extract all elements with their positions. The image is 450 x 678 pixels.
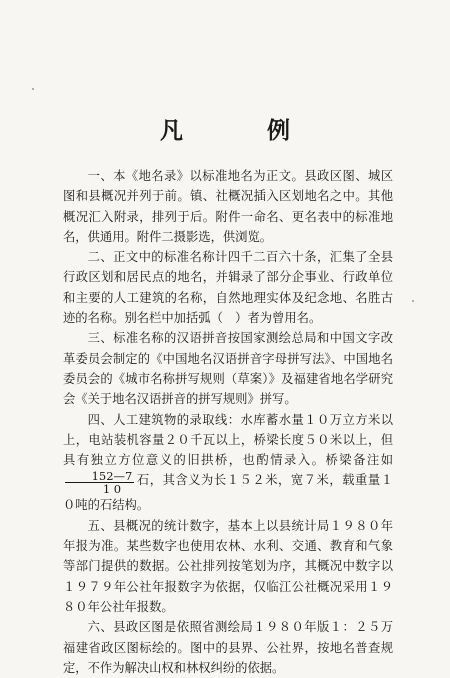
paragraph-3: 三、标准名称的汉语拼音按国家测绘总局和中国文字改革委员会制定的《中国地名汉语拼音字母拼写法》、中国地名委员会的《城市名称拼写规则（草案）》及福建省地名学研究会《关于地名汉语拼音的拼写规则》拼写。 <box>63 331 393 407</box>
paragraph-4-text-after: 石，其含义为长１５２米，宽７米，载重量１０吨的石结构。 <box>63 473 393 513</box>
paragraph-5: 五、县概况的统计数字，基本上以县统计局１９８０年年报为准。某些数字也使用农林、水利、交通、教育和气象等部门提供的数据。公社排列按笔划为序，其概况中数字以１９７９年公社年报数字为依据，仅临江公社概况采用１９８０年公社年报数。 <box>63 518 393 614</box>
paragraph-1: 一、本《地名录》以标准地名为正文。县政区图、城区图和县概况并列于前。镇、社概况插入区划地名之中。其他概况汇入附录，排列于后。附件一命名、更名表中的标准地名，供通用。附件二摄影选，供浏览。 <box>63 169 393 244</box>
fraction-numerator: 152—7 <box>65 470 134 483</box>
bridge-notation-fraction <box>65 470 134 495</box>
paragraph-2: 二、正文中的标准名称计四千二百六十条，汇集了全县行政区划和居民点的地名，并辑录了部分企事业、行政单位和主要的人工建筑的名称，自然地理实体及纪念地、名胜古迹的名称。别名栏中加括弧（ ）者为曾用名。 <box>63 250 393 326</box>
scan-speck <box>412 300 414 302</box>
paragraph-4 <box>63 410 393 516</box>
paragraph-6: 六、县政区图是依照省测绘局１９８０年版１：２５万福建省政区图标绘的。图中的县界、公社界，按地名普查规定，不作为解决山权和林权纠纷的依据。 <box>63 620 393 675</box>
document-body <box>63 166 393 678</box>
fraction-denominator: 1 0 <box>102 482 122 497</box>
page-title: 凡 例 <box>159 118 328 144</box>
paragraph-4-text-before: 四、人工建筑物的录取线：水库蓄水量１０万立方米以上，电站装机容量２０千瓦以上，桥梁长度５０米以上，但具有独立方位意义的旧拱桥，也酌情录入。桥梁备注如 <box>63 412 393 468</box>
scan-speck <box>32 88 34 90</box>
